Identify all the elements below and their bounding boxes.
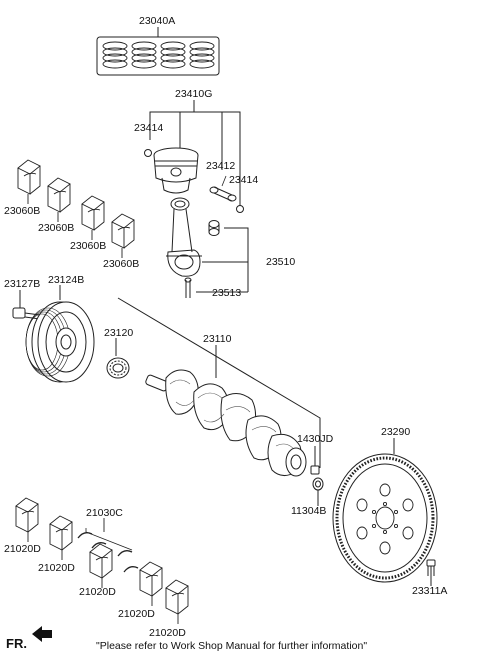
label-21020D-3: 21020D [79,586,116,598]
label-21020D-5: 21020D [149,627,186,639]
label-23040A: 23040A [139,15,176,27]
label-23410G: 23410G [175,88,213,100]
label-23060B-1: 23060B [4,205,41,217]
label-23414-lower: 23414 [229,174,259,186]
crankshaft-23110 [118,298,320,476]
footer-note: "Please refer to Work Shop Manual for further information" [96,640,368,652]
label-23513: 23513 [212,287,242,299]
label-23060B-3: 23060B [70,240,107,252]
front-direction-arrow [32,626,52,642]
crankshaft-sprocket-23120 [107,338,129,378]
label-21020D-1: 21020D [4,543,41,555]
label-21020D-2: 21020D [38,562,75,574]
front-direction-label: FR. [6,636,27,651]
crankshaft-plug-1430JD [311,446,323,506]
label-23311A: 23311A [412,585,448,597]
label-23120: 23120 [104,327,134,339]
label-23127B: 23127B [4,278,41,290]
label-21020D-4: 21020D [118,608,155,620]
connecting-rod-23510 [166,198,248,298]
piston-assembly-23410G [145,100,244,213]
label-11304B: 11304B [291,505,327,517]
label-23060B-4: 23060B [103,258,140,270]
label-23110: 23110 [203,333,232,345]
label-21030C: 21030C [86,507,123,519]
label-23060B-2: 23060B [38,222,75,234]
label-23290: 23290 [381,426,411,438]
drive-plate-23290 [333,438,437,586]
label-1430JD: 1430JD [297,433,334,445]
label-23510: 23510 [266,256,296,268]
label-23414-upper: 23414 [134,122,164,134]
damper-pulley-23124B [13,285,94,382]
piston-ring-set-23040A [97,27,219,75]
label-23412: 23412 [206,160,236,172]
label-23124B: 23124B [48,274,85,286]
